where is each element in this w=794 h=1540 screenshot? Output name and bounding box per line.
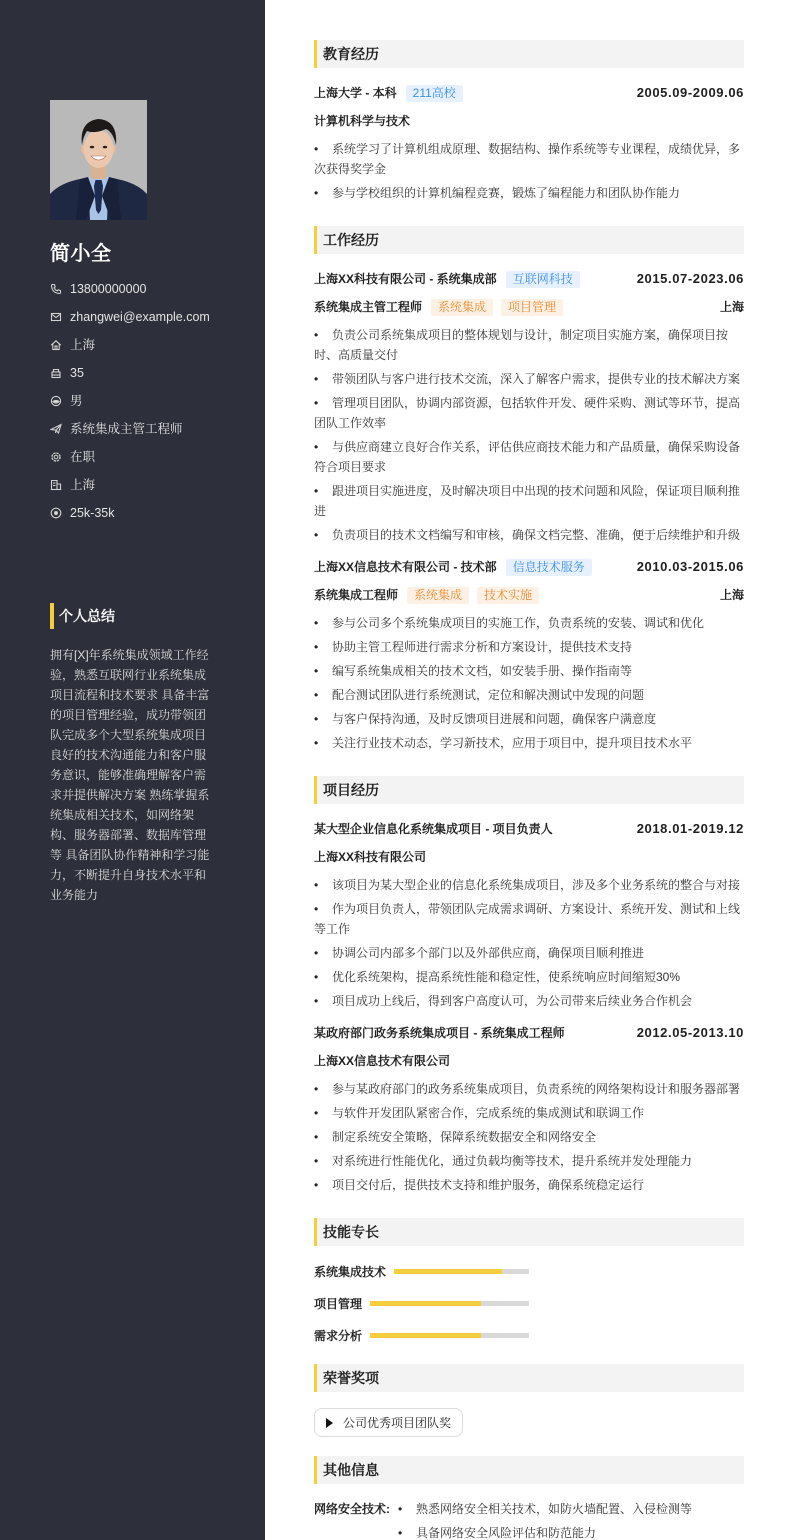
awards-section — [314, 1364, 744, 1456]
bullet-item: • 带领团队与客户进行技术交流，深入了解客户需求，提供专业的技术解决方案 — [314, 369, 744, 389]
award-item-toggle[interactable] — [314, 1408, 463, 1437]
entry-header — [314, 557, 744, 577]
entry-header — [314, 1023, 744, 1043]
bullet-item: • 负责项目的技术文档编写和审核，确保文档完整、准确，便于后续维护和升级 — [314, 525, 744, 545]
bullet-item: • 具备网络安全风险评估和防范能力 — [398, 1523, 692, 1540]
contact-value: 上海 — [70, 338, 96, 352]
major-label: 计算机科学与技术 — [314, 114, 411, 128]
projects-section — [314, 776, 744, 1218]
paper-plane-icon — [50, 423, 62, 435]
bullet-item: • 跟进项目实施进度，及时解决项目中出现的技术问题和风险，保证项目顺利推进 — [314, 481, 744, 521]
skill-tag: 项目管理 — [501, 299, 563, 316]
contact-phone — [50, 275, 250, 303]
skill-level-bar — [370, 1301, 529, 1306]
contact-value: zhangwei@example.com — [70, 310, 210, 324]
bullet-item: • 对系统进行性能优化，通过负载均衡等技术，提升系统并发处理能力 — [314, 1151, 744, 1171]
skill-level-fill — [394, 1269, 502, 1274]
contact-location — [50, 331, 250, 359]
job-role: 系统集成主管工程师 — [314, 300, 423, 314]
building-icon — [50, 479, 62, 491]
skills-section — [314, 1218, 744, 1364]
section-heading: 其他信息 — [314, 1456, 744, 1484]
job-entry — [314, 269, 744, 545]
job-role: 系统集成工程师 — [314, 588, 399, 602]
skill-level-bar — [370, 1333, 529, 1338]
bullet-item: • 系统学习了计算机组成原理、数据结构、操作系统等专业课程，成绩优异，多次获得奖学金 — [314, 139, 744, 179]
gender-icon — [50, 395, 62, 407]
profile-photo — [50, 100, 147, 220]
expand-triangle-icon — [326, 1418, 333, 1428]
job-entry — [314, 557, 744, 753]
age-icon — [50, 367, 62, 379]
contact-value: 25k-35k — [70, 506, 115, 520]
industry-tag: 信息技术服务 — [506, 559, 592, 576]
job-location: 上海 — [719, 588, 744, 602]
contact-status — [50, 443, 250, 471]
skill-item — [314, 1261, 529, 1281]
sidebar — [0, 0, 265, 1540]
skill-name: 需求分析 — [314, 1328, 363, 1343]
skill-list — [314, 1261, 754, 1345]
bullet-item: • 与客户保持沟通，及时反馈项目进展和问题，确保客户满意度 — [314, 709, 744, 729]
summary-heading: 个人总结 — [50, 603, 115, 629]
bullet-item: • 优化系统架构，提高系统性能和稳定性，使系统响应时间缩短30% — [314, 967, 744, 987]
project-entry — [314, 1023, 744, 1195]
project-company-label: 上海XX科技有限公司 — [314, 850, 427, 864]
skill-item — [314, 1325, 529, 1345]
bullet-list — [314, 325, 744, 545]
skill-level-bar — [394, 1269, 529, 1274]
major — [314, 111, 744, 131]
skill-level-fill — [370, 1333, 481, 1338]
period: 2012.05-2013.10 — [636, 1025, 744, 1040]
skill-tag: 系统集成 — [407, 587, 469, 604]
project-company-label: 上海XX信息技术有限公司 — [314, 1054, 451, 1068]
section-heading: 项目经历 — [314, 776, 744, 804]
bullet-item: • 该项目为某大型企业的信息化系统集成项目，涉及多个业务系统的整合与对接 — [314, 875, 744, 895]
contact-gender — [50, 387, 250, 415]
contact-value: 上海 — [70, 478, 96, 492]
award-label: 公司优秀项目团队奖 — [343, 1416, 452, 1430]
school-name: 上海大学 - 本科 — [314, 86, 397, 100]
bullet-item: • 参与公司多个系统集成项目的实施工作，负责系统的安装、调试和优化 — [314, 613, 744, 633]
project-name: 某大型企业信息化系统集成项目 - 项目负责人 — [314, 822, 553, 836]
contact-value: 13800000000 — [70, 282, 147, 296]
bullet-list — [314, 875, 744, 1011]
skill-tag: 技术实施 — [477, 587, 539, 604]
bullet-list — [398, 1499, 692, 1540]
project-entry — [314, 819, 744, 1011]
period: 2015.07-2023.06 — [636, 271, 744, 286]
bullet-item: • 作为项目负责人，带领团队完成需求调研、方案设计、系统开发、测试和上线等工作 — [314, 899, 744, 939]
bullet-list — [314, 613, 744, 753]
skill-level-fill — [370, 1301, 481, 1306]
bullet-item: • 关注行业技术动态，学习新技术，应用于项目中，提升项目技术水平 — [314, 733, 744, 753]
other-info-item — [314, 1499, 744, 1540]
bullet-list — [314, 1079, 744, 1195]
section-heading: 教育经历 — [314, 40, 744, 68]
job-location: 上海 — [719, 300, 744, 314]
role-row — [314, 297, 744, 317]
bullet-item: • 制定系统安全策略，保障系统数据安全和网络安全 — [314, 1127, 744, 1147]
section-heading: 荣誉奖项 — [314, 1364, 744, 1392]
bullet-item: • 管理项目团队，协调内部资源，包括软件开发、硬件采购、测试等环节，提高团队工作效率 — [314, 393, 744, 433]
education-section — [314, 40, 744, 226]
bullet-list — [314, 139, 744, 203]
entry-header — [314, 269, 744, 289]
phone-icon — [50, 283, 62, 295]
contact-value: 35 — [70, 366, 84, 380]
mail-icon — [50, 311, 62, 323]
avatar-image — [50, 100, 147, 220]
status-icon — [50, 451, 62, 463]
project-name: 某政府部门政务系统集成项目 - 系统集成工程师 — [314, 1026, 565, 1040]
entry-header — [314, 819, 744, 839]
industry-tag: 互联网科技 — [506, 271, 580, 288]
candidate-name: 简小全 — [50, 243, 112, 265]
skill-tag: 系统集成 — [431, 299, 493, 316]
skill-item — [314, 1293, 529, 1313]
contact-value: 男 — [70, 394, 83, 408]
contact-job — [50, 415, 250, 443]
resume-main — [314, 40, 744, 1540]
role-row — [314, 585, 744, 605]
section-heading: 技能专长 — [314, 1218, 744, 1246]
contact-age — [50, 359, 250, 387]
period: 2010.03-2015.06 — [636, 559, 744, 574]
award-list — [314, 1408, 744, 1437]
bullet-item: • 项目成功上线后，得到客户高度认可，为公司带来后续业务合作机会 — [314, 991, 744, 1011]
skill-name: 系统集成技术 — [314, 1264, 387, 1279]
project-company — [314, 847, 744, 867]
bullet-item: • 协调公司内部多个部门以及外部供应商，确保项目顺利推进 — [314, 943, 744, 963]
bullet-item: • 协助主管工程师进行需求分析和方案设计，提供技术支持 — [314, 637, 744, 657]
bullet-item: • 配合测试团队进行系统测试，定位和解决测试中发现的问题 — [314, 685, 744, 705]
bullet-item: • 与软件开发团队紧密合作，完成系统的集成测试和联调工作 — [314, 1103, 744, 1123]
home-icon — [50, 339, 62, 351]
salary-icon — [50, 507, 62, 519]
education-entry — [314, 83, 744, 203]
skill-name: 项目管理 — [314, 1296, 363, 1311]
contact-city — [50, 471, 250, 499]
bullet-item: • 熟悉网络安全相关技术，如防火墙配置、入侵检测等 — [398, 1499, 692, 1519]
bullet-item: • 负责公司系统集成项目的整体规划与设计，制定项目实施方案，确保项目按时、高质量交付 — [314, 325, 744, 365]
company-name: 上海XX信息技术有限公司 - 技术部 — [314, 560, 497, 574]
bullet-item: • 参与学校组织的计算机编程竞赛，锻炼了编程能力和团队协作能力 — [314, 183, 744, 203]
period: 2018.01-2019.12 — [636, 821, 744, 836]
bullet-item: • 与供应商建立良好合作关系，评估供应商技术能力和产品质量，确保采购设备符合项目要求 — [314, 437, 744, 477]
entry-header — [314, 83, 744, 103]
summary-text: 拥有[X]年系统集成领域工作经验，熟悉互联网行业系统集成项目流程和技术要求 具备丰富的项目管理经验，成功带领团队完成多个大型系统集成项目 良好的技术沟通能力和客户服务意识，能够准确理解客户需求并提供解决方案 熟练掌握系统集成相关技术，如网络架构、服务器部署、数据库管理等 具备团队协作精神和学习能力，不断提升自身技术水平和业务能力 — [50, 648, 210, 902]
contact-list — [50, 275, 250, 527]
period: 2005.09-2009.06 — [636, 85, 744, 100]
company-name: 上海XX科技有限公司 - 系统集成部 — [314, 272, 497, 286]
contact-email — [50, 303, 250, 331]
contact-value: 在职 — [70, 450, 96, 464]
work-section — [314, 226, 744, 776]
bullet-item: • 项目交付后，提供技术支持和维护服务，确保系统稳定运行 — [314, 1175, 744, 1195]
bullet-item: • 编写系统集成相关的技术文档，如安装手册、操作指南等 — [314, 661, 744, 681]
other-info-section — [314, 1456, 744, 1540]
bullet-item: • 参与某政府部门的政务系统集成项目，负责系统的网络架构设计和服务器部署 — [314, 1079, 744, 1099]
contact-salary — [50, 499, 250, 527]
contact-value: 系统集成主管工程师 — [70, 422, 183, 436]
school-tag: 211高校 — [406, 85, 463, 102]
other-info-label: 网络安全技术: — [314, 1502, 390, 1516]
section-heading: 工作经历 — [314, 226, 744, 254]
project-company — [314, 1051, 744, 1071]
